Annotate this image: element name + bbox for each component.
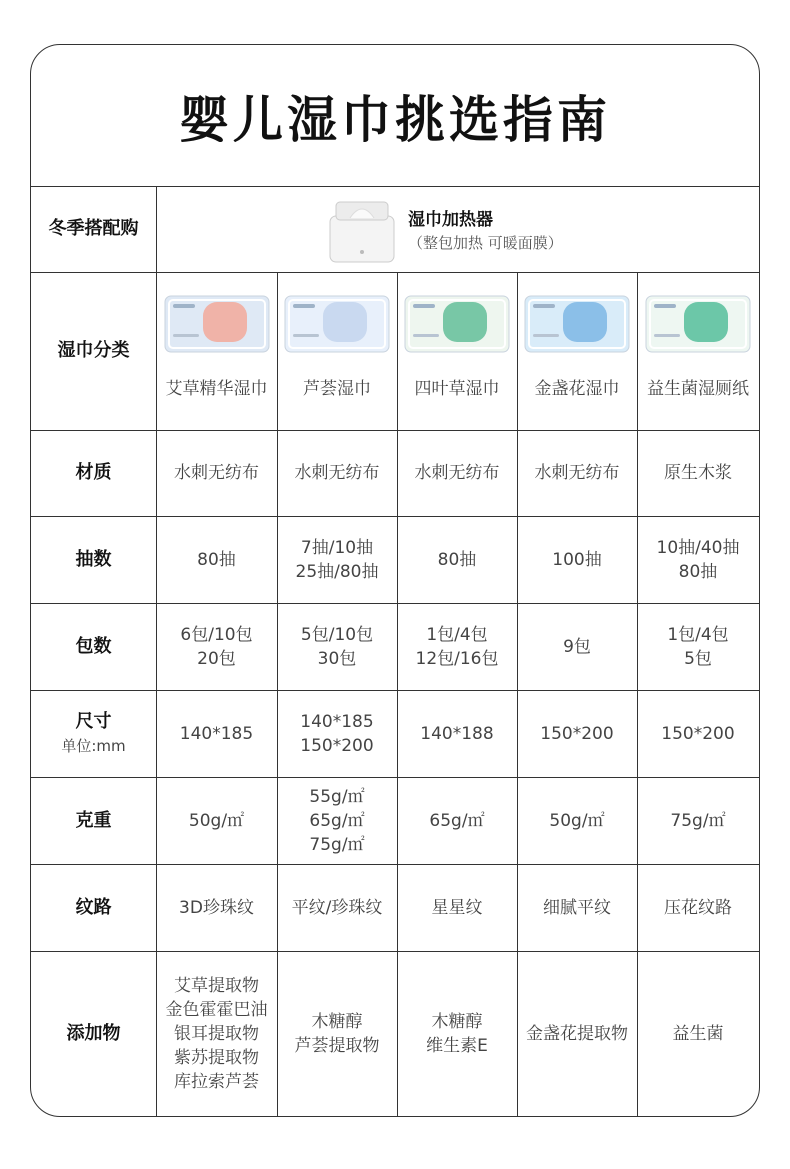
table-cell	[637, 516, 759, 603]
table-cell	[156, 430, 277, 516]
cell-line: 细腻平纹	[543, 897, 611, 918]
table-cell	[156, 603, 277, 690]
row-divider	[31, 1116, 759, 1117]
cell-line: 30包	[317, 648, 357, 669]
row-label-2-text: 抽数	[75, 548, 112, 570]
table-cell	[517, 777, 637, 864]
row-label-3	[31, 603, 156, 690]
table-cell	[156, 777, 277, 864]
cell-line: 银耳提取物	[174, 1023, 259, 1044]
table-cell	[517, 516, 637, 603]
cell-line: 75g/㎡	[670, 810, 726, 831]
cell-line: 5包	[684, 648, 712, 669]
table-cell	[397, 951, 517, 1116]
row-label-7	[31, 951, 156, 1116]
cell-line: 金盏花提取物	[526, 1023, 628, 1044]
cell-line: 1包/4包	[426, 624, 488, 645]
table-cell	[517, 430, 637, 516]
category-label-text: 湿巾分类	[57, 340, 130, 361]
table-cell	[637, 864, 759, 951]
row-label-5-text: 克重	[75, 809, 112, 831]
cell-line: 水刺无纺布	[174, 463, 259, 483]
table-cell	[156, 864, 277, 951]
product-image-3	[403, 290, 511, 356]
cell-line: 星星纹	[431, 897, 483, 918]
cell-line: 150*200	[540, 723, 614, 744]
cell-line: 3D珍珠纹	[179, 897, 254, 918]
row-label-4	[31, 690, 156, 777]
cell-line: 80抽	[678, 561, 718, 582]
table-cell	[277, 430, 397, 516]
cell-line: 150*200	[300, 735, 374, 756]
cell-line: 水刺无纺布	[294, 463, 380, 483]
winter-label-text: 冬季搭配购	[48, 218, 139, 239]
table-cell	[397, 603, 517, 690]
guide-card	[30, 44, 760, 1117]
cell-line: 20包	[197, 648, 236, 669]
table-cell	[277, 777, 397, 864]
cell-line: 水刺无纺布	[534, 463, 620, 483]
cell-line: 压花纹路	[664, 897, 732, 918]
table-cell	[517, 864, 637, 951]
cell-line: 芦荟提取物	[294, 1035, 380, 1056]
cell-line: 50g/㎡	[188, 810, 245, 831]
row-label-1	[31, 430, 156, 516]
row-label-1-text: 材质	[75, 462, 112, 483]
table-cell	[277, 516, 397, 603]
cell-line: 55g/㎡	[309, 786, 365, 807]
row-label-7-text: 添加物	[66, 1022, 121, 1044]
wipe-warmer-image	[326, 196, 398, 266]
product-name-1: 艾草精华湿巾	[165, 379, 268, 399]
table-cell	[156, 516, 277, 603]
cell-line: 9包	[563, 636, 591, 657]
product-image-5	[644, 290, 752, 356]
table-cell	[637, 603, 759, 690]
cell-line: 12包/16包	[415, 648, 499, 669]
cell-line: 100抽	[552, 549, 602, 570]
row-label-5	[31, 777, 156, 864]
table-cell	[637, 690, 759, 777]
cell-line: 75g/㎡	[309, 834, 365, 855]
cell-line: 5包/10包	[300, 624, 374, 645]
row-label-6	[31, 864, 156, 951]
cell-line: 金色霍霍巴油	[165, 999, 268, 1020]
table-cell	[397, 516, 517, 603]
cell-line: 65g/㎡	[309, 810, 365, 831]
category-label	[31, 272, 156, 430]
table-cell	[397, 690, 517, 777]
cell-line: 原生木浆	[664, 463, 732, 483]
cell-line: 维生素E	[426, 1035, 488, 1056]
table-cell	[397, 864, 517, 951]
row-label-4-text: 尺寸	[75, 710, 112, 732]
cell-line: 10抽/40抽	[656, 537, 740, 558]
heater-desc: （整包加热 可暖面膜）	[408, 234, 563, 252]
cell-line: 6包/10包	[180, 624, 253, 645]
table-cell	[277, 951, 397, 1116]
product-image-2	[283, 290, 391, 356]
product-name-2: 芦荟湿巾	[303, 379, 371, 399]
cell-line: 木糖醇	[311, 1011, 363, 1032]
table-cell	[277, 603, 397, 690]
cell-line: 140*185	[179, 723, 254, 744]
cell-line: 140*188	[420, 723, 494, 744]
table-cell	[637, 951, 759, 1116]
cell-line: 140*185	[300, 711, 374, 732]
row-label-3-text: 包数	[75, 635, 112, 657]
cell-line: 65g/㎡	[429, 810, 485, 831]
heater-text	[408, 208, 563, 254]
product-name-3: 四叶草湿巾	[414, 379, 500, 399]
cell-line: 50g/㎡	[549, 810, 605, 831]
table-cell	[156, 690, 277, 777]
cell-line: 平纹/珍珠纹	[291, 897, 383, 918]
cell-line: 益生菌	[672, 1023, 724, 1044]
cell-line: 1包/4包	[667, 624, 729, 645]
page-title: 婴儿湿巾挑选指南	[179, 90, 611, 149]
cell-line: 库拉索芦荟	[174, 1071, 259, 1092]
heater-product	[326, 196, 563, 266]
cell-line: 紫苏提取物	[174, 1047, 259, 1068]
cell-line: 木糖醇	[431, 1011, 483, 1032]
cell-line: 艾草提取物	[174, 975, 259, 996]
table-cell	[637, 430, 759, 516]
table-cell	[517, 951, 637, 1116]
product-name-4: 金盏花湿巾	[534, 379, 620, 399]
product-image-4	[523, 290, 631, 356]
product-name-5: 益生菌湿厕纸	[647, 379, 749, 399]
cell-line: 7抽/10抽	[300, 537, 374, 558]
cell-line: 水刺无纺布	[414, 463, 500, 483]
heater-name: 湿巾加热器	[408, 210, 493, 230]
table-cell	[397, 430, 517, 516]
table-cell	[277, 690, 397, 777]
winter-label	[31, 186, 156, 272]
table-cell	[156, 951, 277, 1116]
table-cell	[397, 777, 517, 864]
cell-line: 80抽	[197, 549, 236, 570]
row-label-6-text: 纹路	[75, 896, 112, 918]
cell-line: 150*200	[661, 723, 735, 744]
table-cell	[517, 690, 637, 777]
table-cell	[637, 777, 759, 864]
table-cell	[277, 864, 397, 951]
cell-line: 25抽/80抽	[295, 561, 379, 582]
row-label-2	[31, 516, 156, 603]
row-label-4-sub: 单位:mm	[61, 736, 126, 755]
cell-line: 80抽	[437, 549, 477, 570]
table-cell	[517, 603, 637, 690]
product-image-1	[163, 290, 271, 356]
